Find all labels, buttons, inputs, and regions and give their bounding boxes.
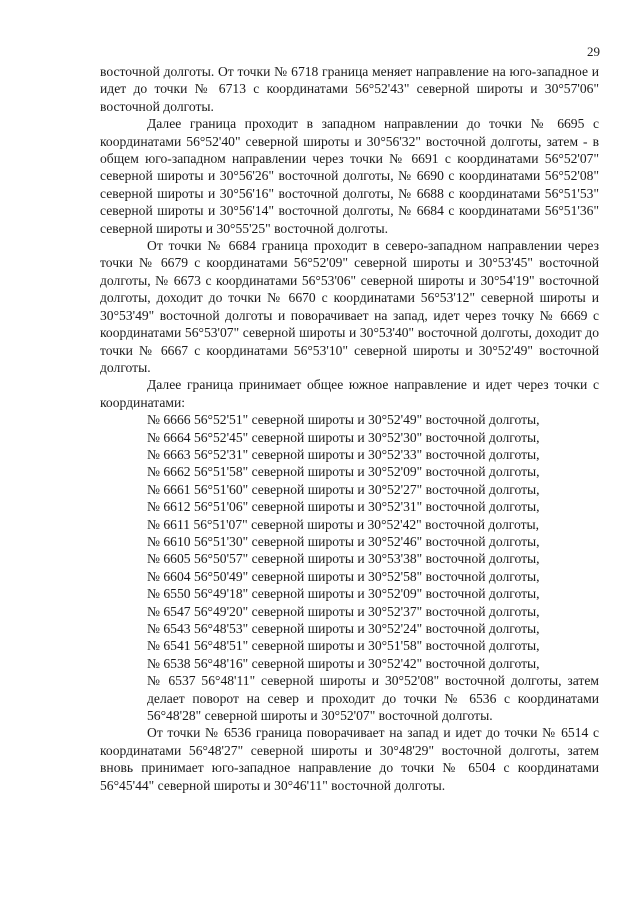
coordinate-point: № 6663 56°52'31" северной широты и 30°52'33" восточной долготы, <box>147 446 540 462</box>
document-body <box>100 63 599 794</box>
coordinate-point: № 6550 56°49'18" северной широты и 30°52'09" восточной долготы, <box>147 586 540 602</box>
coordinate-point: № 6543 56°48'53" северной широты и 30°52'24" восточной долготы, <box>147 621 540 636</box>
coordinate-point: № 6541 56°48'51" северной широты и 30°51'58" восточной долготы, <box>147 638 540 654</box>
paragraph-2: Далее граница проходит в западном направлении до точки № 6695 с координатами 56°52'40" северной широты и 30°56'32" восточной долготы, затем - в общем юго-западном направлении через точки № 6691 с координатами 56°52'07" северной широты и 30°56'26" восточной долготы, № 6690 с координатами 56°52'08" северной широты и 30°56'16" восточной долготы, № 6688 с координатами 56°51'53" северной широты и 30°56'14" восточной долготы, № 6684 с координатами 56°51'36" северной широты и 30°55'25" восточной долготы. <box>100 116 599 236</box>
coordinate-point: № 6661 56°51'60" северной широты и 30°52'27" восточной долготы, <box>147 481 540 497</box>
coordinate-point: № 6664 56°52'45" северной широты и 30°52'30" восточной долготы, <box>147 429 540 445</box>
coordinate-point: № 6612 56°51'06" северной широты и 30°52'31" восточной долготы, <box>147 499 540 515</box>
coordinate-point: № 6537 56°48'11" северной широты и 30°52'08" восточной долготы, затем делает поворот на север и проходит до точки № 6536 с координатами 56°48'28" северной широты и 30°52'07" восточной долготы. <box>147 673 599 724</box>
paragraph-1: восточной долготы. От точки № 6718 граница меняет направление на юго-западное и идет до точки № 6713 с координатами 56°52'43" северной широты и 30°57'06" восточной долготы. <box>100 64 599 114</box>
paragraph-3: От точки № 6684 граница проходит в северо-западном направлении через точки № 6679 с координатами 56°52'09" северной широты и 30°53'45" восточной долготы, № 6673 с координатами 56°53'06" северной широты и 30°54'19" восточной долготы, доходит до точки № 6670 с координатами 56°53'12" северной широты и 30°53'49" восточной долготы и поворачивает на запад, идет через точку № 6669 с координатами 56°53'07" северной широты и 30°53'40" восточной долготы, доходит до точки № 6667 с координатами 56°53'10" северной широты и 30°52'49" восточной долготы. <box>100 238 599 375</box>
page-number: 29 <box>587 44 600 59</box>
coordinate-point: № 6662 56°51'58" северной широты и 30°52'09" восточной долготы, <box>147 464 540 480</box>
coordinate-point: № 6538 56°48'16" северной широты и 30°52'42" восточной долготы, <box>147 655 540 671</box>
paragraph-4: Далее граница принимает общее южное направление и идет через точки с координатами: <box>100 377 599 410</box>
paragraph-5: От точки № 6536 граница поворачивает на запад и идет до точки № 6514 с координатами 56°48'27" северной широты и 30°48'29" восточной долготы, затем вновь принимает юго-западное направление до точки № 6504 с координатами 56°45'44" северной широты и 30°46'11" восточной долготы. <box>100 725 599 793</box>
coordinate-points-list <box>100 411 599 724</box>
coordinate-point: № 6547 56°49'20" северной широты и 30°52'37" восточной долготы, <box>147 603 540 619</box>
coordinate-point: № 6605 56°50'57" северной широты и 30°53'38" восточной долготы, <box>147 551 540 567</box>
coordinate-point: № 6610 56°51'30" северной широты и 30°52'46" восточной долготы, <box>147 533 540 549</box>
coordinate-point: № 6604 56°50'49" северной широты и 30°52'58" восточной долготы, <box>147 568 540 584</box>
coordinate-point: № 6666 56°52'51" северной широты и 30°52'49" восточной долготы, <box>147 412 540 428</box>
coordinate-point: № 6611 56°51'07" северной широты и 30°52'42" восточной долготы, <box>147 516 540 532</box>
